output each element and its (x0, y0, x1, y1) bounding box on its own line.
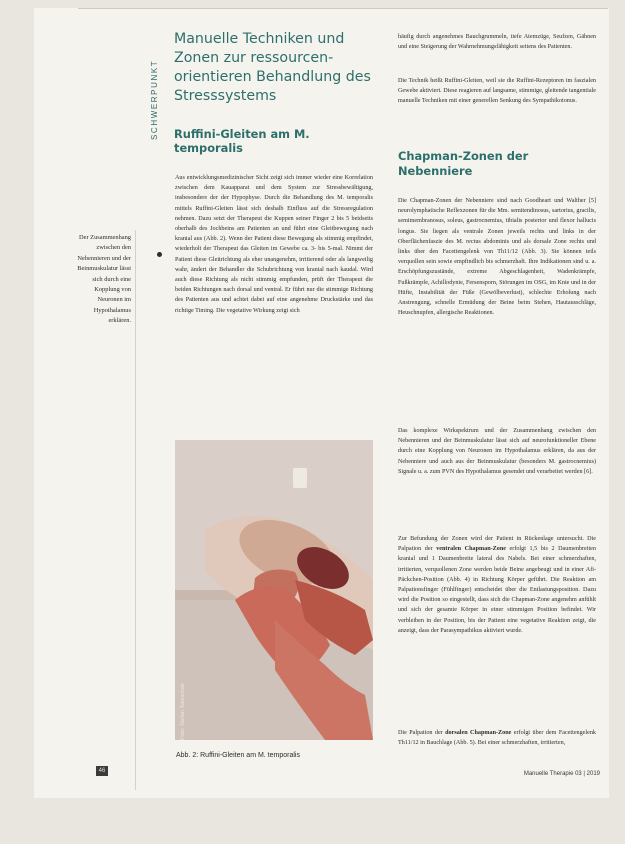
photo-illustration (175, 440, 373, 740)
article-title: Manuelle Techniken und Zonen zur ressourcen-orientieren Behandlung des Stresssystems (174, 31, 371, 104)
figure-caption: Abb. 2: Ruffini-Gleiten am M. temporalis (176, 752, 300, 759)
p5-lead: Zur Befundung der Zonen wird der Patient in Rückenlage untersucht. Die Palpation der (398, 536, 596, 553)
right-paragraph-5 (398, 534, 596, 726)
section-heading-ruffini: Ruffini-Gleiten am M. temporalis (174, 127, 310, 155)
right-paragraph-1: häufig durch angenehmes Bauchgrummeln, tiefe Atemzüge, Seufzen, Gähnen und eine Steigerung der Wahrnehmungsfähigkeit seitens des Patienten. (398, 34, 596, 51)
p6-body: erfolgt über dem Facettengelenk Th11/12 in Bauchlage (Abb. 5). Bei einer schmerzhaften, irritierten, (398, 730, 596, 747)
photo-credit: Foto: Stefan Saleschak (180, 683, 186, 740)
sidenote: Der Zusammenhang zwischen den Nebennieren und der Beinmuskulatur lässt sich durch eine Kopplung von Neuronen im Hypothalamus erklären. (77, 234, 131, 325)
right-paragraph-2: Die Technik heißt Ruffini-Gleiten, weil sie die Ruffini-Rezeptoren im faszialen Gewebe aktiviert. Diese reagieren auf langsame, stimmige, gleitende tangentiale manuelle Techniken mit einer generellen Senkung des Sympathikotonus. (398, 78, 596, 105)
section-heading-chapman: Chapman-Zonen der Nebenniere (398, 149, 529, 178)
left-column-body: Aus entwicklungsmedizinischer Sicht zeigt sich immer wieder eine Korrelation zwischen dem Kauapparat und dem System zur Stressbewältigung, insbesondere der der Hypophyse. Durch die Behandlung des M. temporalis mittels Ruffini-Gleiten lässt sich deshalb Einfluss auf die Stressregulation nehmen. Dazu setzt der Therapeut die Kuppen seiner Finger 2 bis 5 beidseits oberhalb des Jochbeins am Patienten an und führt eine Gleitbewegung nach kranial aus (Abb. 2). Wenn der Patient diese Bewegung als stimmig empfindet, wiederholt der Therapeut das Gleiten im Gewebe ca. 3- bis 5-mal. Nimmt der Patient diese Gleitrichtung als eher unangenehm, irritierend oder als langweilig wahr, ändert der Behandler die Schubrichtung von kranial nach kaudal. Wird auch diese Richtung als nicht stimmig empfunden, prüft der Therapeut die beiden Richtungen nach dorsal und ventral. Er führt nur die stimmige Richtung des Patienten aus und achtet dabei auf eine angenehme Druckstärke und das richtige Timing. Die vegetative Wirkung zeigt sich (175, 175, 373, 314)
p6-lead: Die Palpation der (398, 730, 443, 736)
sidebar-rule (135, 230, 136, 790)
figure-photo (175, 440, 373, 740)
top-rule (78, 8, 608, 9)
p6-term-dorsal: dorsalen Chapman-Zone (445, 730, 512, 736)
right-paragraph-3: Die Chapman-Zonen der Nebenniere sind nach Goodheart und Walther [5] neurolymphatische Reflexzonen für die Mm. semitendinosus, sartorius, gracilis, semimembranosus, soleus, gastrocnemius, tibialis posterior und flexor hallucis longus. Sie liegen als ventrale Zonen jeweils rechts und links in der Oberflächenfaszie des M. rectus abdominis und als dorsale Zone rechts und links über den Facettengelenk von Th11/12 (Abb. 3). Sie können teils verquollen sein sowie empfindlich bis schmerzhaft. Ihre Indikationen sind u. a. Erschöpfungszustände, extreme Abgeschlagenheit, Wadenkrämpfe, Fußkrämpfe, Achillodynie, Fersensporn, Störungen im OSG, im Knie und in der Hüfte, Instabilität der Füße (Gewölbeverlust), schlechte Erholung nach Anstrengung, schnelle Ermüdung der Beine beim Stehen, Hautausschläge, Heuschnupfen, allergische Reaktionen. (398, 198, 596, 317)
page-number: 46 (96, 766, 108, 776)
section-label: SCHWERPUNKT (150, 59, 159, 140)
right-paragraph-6 (398, 728, 596, 770)
p5-term-ventral: ventralen Chapman-Zone (436, 546, 506, 553)
journal-footer: Manuelle Therapie 03 | 2019 (523, 771, 600, 777)
right-paragraph-4: Das komplexe Wirkspektrum und der Zusammenhang zwischen den Nebennieren und der Beinmuskulatur lässt sich auf neurofunktioneller Ebene durch eine Kopplung von Neuronen im Hypothalamus erklären, da aus der Nebenniere und auch aus der Beinmuskulatur (besonders M. gastrocnemius) Signale u. a. zum PVN des Hypothalamus gesendet und verarbeitet werden [6]. (398, 428, 596, 475)
p5-body: erfolgt 1,5 bis 2 Daumenbreiten kranial und 1 Daumenbreite lateral des Nabels. Bei einer schmerzhaften, irritierten, verquollenen Zone werden beide Beine angebeugt und in einer Afi-Päckchen-Position (Abb. 4) in Richtung Körper geführt. Die Reaktion am Palpationsfinger (Fühlfinger) entscheidet über die Entlastungsposition. Dazu wird die Position so eingestellt, dass sich die Chapman-Zone angenehm anfühlt und sich der gesamte Körper in einer stimmigen Position befindet. Wir verbleiben in der Position, bis der Patient eine vegetative Reaktion zeigt, die anzeigt, dass der Parasympathikus aktiviert wurde. (398, 546, 596, 634)
sidenote-bullet (157, 252, 162, 257)
